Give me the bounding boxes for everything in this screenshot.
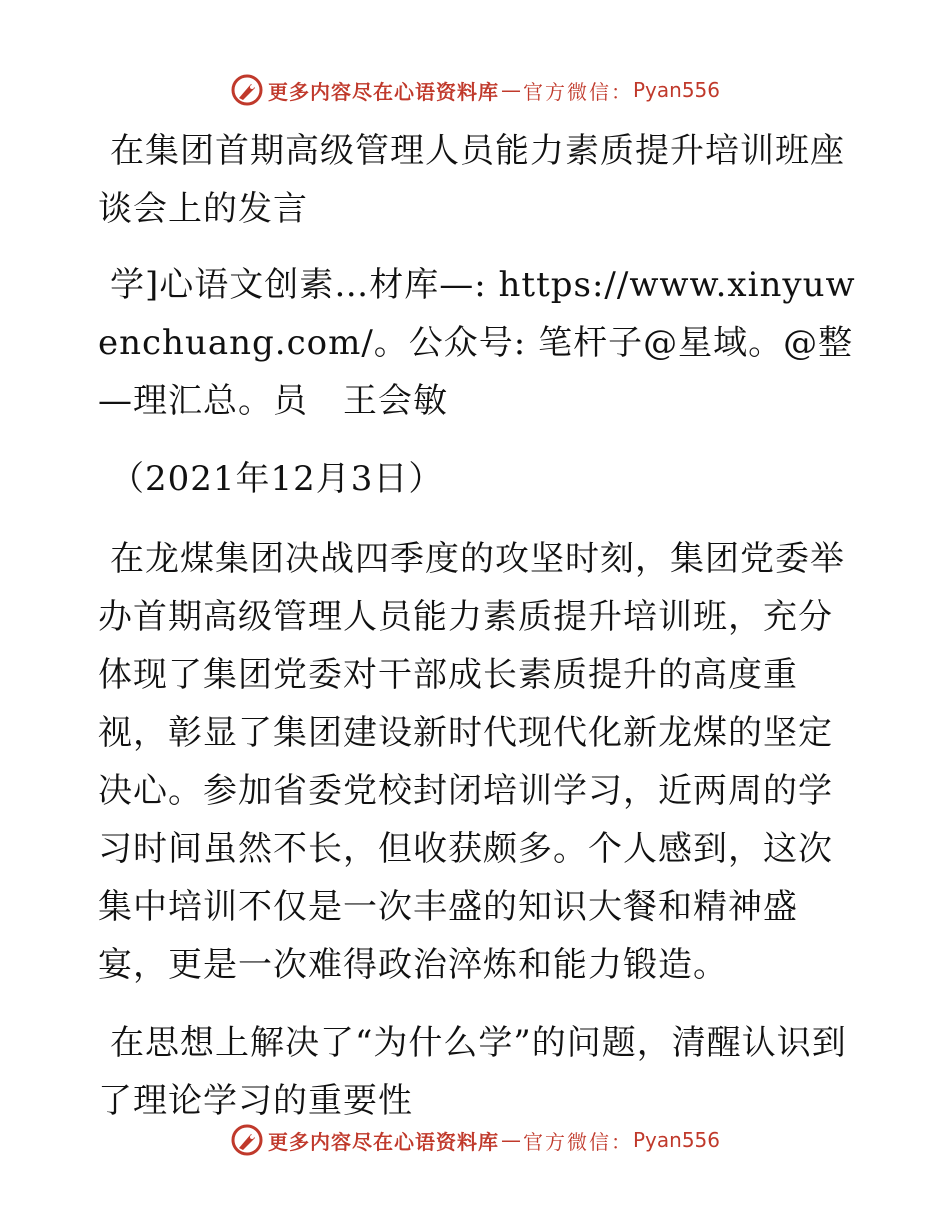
footer-banner-wechat-id: Pyan556 [632, 1128, 720, 1152]
header-banner-main-text: 更多内容尽在心语资料库 [267, 79, 499, 104]
footer-banner-dash: — [500, 1128, 521, 1152]
pen-nib-logo-icon [230, 73, 264, 107]
footer-banner [0, 1120, 950, 1160]
document-title: 在集团首期高级管理人员能力素质提升培训班座谈会上的发言 [98, 131, 845, 229]
document-body [98, 122, 858, 1150]
pen-nib-logo-icon [230, 1123, 264, 1157]
footer-banner-sub-text: 官方微信： [522, 1129, 633, 1154]
paragraph-1: 在龙煤集团决战四季度的攻坚时刻，集团党委举办首期高级管理人员能力素质提升培训班，充分体现了集团党委对干部成长素质提升的高度重视，彰显了集团建设新时代现代化新龙煤的坚定决心。参加省委党校封闭培训学习，近两周的学习时间虽然不长，但收获颇多。个人感到，这次集中培训不仅是一次丰盛的知识大餐和精神盛宴，更是一次难得政治淬炼和能力锻造。 [98, 539, 845, 985]
header-banner-dash: — [500, 78, 521, 102]
header-banner [0, 70, 950, 110]
footer-banner-main-text: 更多内容尽在心语资料库 [267, 1129, 499, 1154]
document-date: （2021年12月3日） [110, 459, 444, 499]
header-banner-sub-text: 官方微信： [522, 79, 633, 104]
header-banner-wechat-id: Pyan556 [632, 78, 720, 102]
source-line: 学]心语文创素…材库—: https://www.xinyuwenchuang.com/。公众号: 笔杆子@星域。@整—理汇总。员 王会敏 [98, 265, 856, 421]
paragraph-2: 在思想上解决了“为什么学”的问题，清醒认识到了理论学习的重要性 [98, 1023, 847, 1121]
